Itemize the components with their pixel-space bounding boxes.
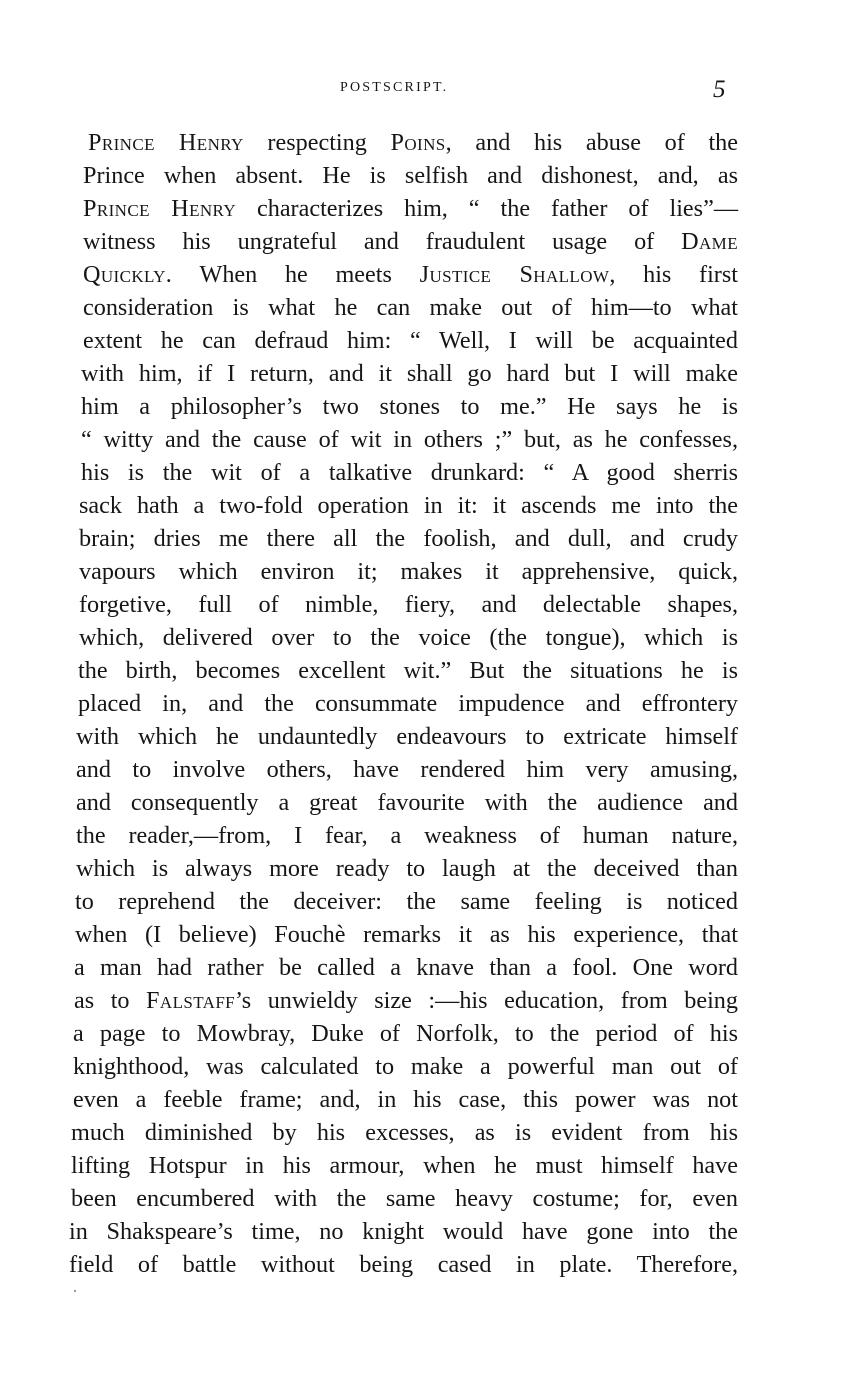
text-segment: brain; dries me there all the foolish, and dull, and crudy xyxy=(79,525,738,552)
text-line xyxy=(68,588,738,621)
page-number: 5 xyxy=(713,76,726,103)
text-segment: Prince when absent. He is selfish and dishonest, and, as xyxy=(83,162,738,189)
text-segment: the birth, becomes excellent wit.” But the situations he is xyxy=(78,657,738,684)
text-segment: him a philosopher’s two stones to me.” He says he is xyxy=(81,393,738,420)
text-line xyxy=(68,1248,738,1281)
text-segment: as to xyxy=(74,987,147,1014)
text-line xyxy=(68,1215,738,1248)
text-segment: characterizes him, “ the father of lies”— xyxy=(236,195,739,222)
text-segment: When he meets xyxy=(172,261,420,288)
text-line xyxy=(68,984,738,1017)
small-caps-name: Prince Henry xyxy=(83,195,237,222)
text-line xyxy=(68,192,738,225)
text-line xyxy=(68,654,738,687)
running-head xyxy=(0,76,843,103)
small-caps-name: Justice Shallow xyxy=(419,261,610,288)
text-line xyxy=(68,258,738,291)
text-line xyxy=(68,1083,738,1116)
text-line xyxy=(68,126,738,159)
text-segment: been encumbered with the same heavy costume; for, even xyxy=(71,1185,738,1212)
text-segment: forgetive, full of nimble, fiery, and delectable shapes, xyxy=(79,591,738,618)
text-segment: consideration is what he can make out of him—to what xyxy=(83,294,738,321)
text-segment: the reader,—from, I fear, a weakness of human nature, xyxy=(76,822,738,849)
text-line xyxy=(68,720,738,753)
text-segment: with which he undauntedly endeavours to extricate himself xyxy=(76,723,738,750)
text-line xyxy=(68,291,738,324)
text-segment: “ witty and the cause of wit in others ;” but, as he confesses, xyxy=(81,426,738,453)
running-title: POSTSCRIPT. xyxy=(340,80,449,95)
text-line xyxy=(68,456,738,489)
text-line xyxy=(68,555,738,588)
text-line xyxy=(68,1116,738,1149)
text-segment: even a feeble frame; and, in his case, this power was not xyxy=(73,1086,738,1113)
text-line xyxy=(68,324,738,357)
text-line xyxy=(68,1149,738,1182)
text-segment: much diminished by his excesses, as is evident from his xyxy=(71,1119,738,1146)
text-segment: , and his abuse of the xyxy=(445,129,739,156)
text-line xyxy=(68,390,738,423)
text-segment: respecting xyxy=(243,129,391,156)
text-segment: which, delivered over to the voice (the tongue), which is xyxy=(79,624,738,651)
text-segment: witness his ungrateful and fraudulent usage of xyxy=(83,228,682,255)
text-segment: when (I believe) Fouchè remarks it as his experience, that xyxy=(75,921,738,948)
text-segment: extent he can defraud him: “ Well, I will be acquainted xyxy=(83,327,738,354)
text-line xyxy=(68,753,738,786)
small-caps-name: Quickly. xyxy=(83,261,173,288)
small-caps-name: Falstaff xyxy=(146,987,236,1014)
text-segment: and to involve others, have rendered him very amusing, xyxy=(76,756,738,783)
text-line xyxy=(68,1017,738,1050)
text-segment: a man had rather be called a knave than a fool. One word xyxy=(74,954,738,981)
text-segment: his is the wit of a talkative drunkard: “ A good sherris xyxy=(81,459,738,486)
text-line xyxy=(68,951,738,984)
text-line xyxy=(68,621,738,654)
paper-speck xyxy=(74,1290,76,1292)
text-segment: and consequently a great favourite with the audience and xyxy=(76,789,738,816)
text-line xyxy=(68,357,738,390)
text-line xyxy=(68,786,738,819)
text-segment: vapours which environ it; makes it apprehensive, quick, xyxy=(79,558,738,585)
text-segment: ’s unwieldy size :—his education, from being xyxy=(235,987,738,1014)
text-line xyxy=(68,522,738,555)
text-segment: sack hath a two-fold operation in it: it ascends me into the xyxy=(79,492,738,519)
text-segment: with him, if I return, and it shall go hard but I will make xyxy=(81,360,738,387)
text-segment: in Shakspeare’s time, no knight would have gone into the xyxy=(69,1218,738,1245)
small-caps-name: Poins xyxy=(390,129,446,156)
text-segment: field of battle without being cased in plate. Therefore, xyxy=(69,1251,738,1278)
text-line xyxy=(68,885,738,918)
text-line xyxy=(68,489,738,522)
text-line xyxy=(68,159,738,192)
text-line xyxy=(68,852,738,885)
text-line xyxy=(68,918,738,951)
text-segment: a page to Mowbray, Duke of Norfolk, to the period of his xyxy=(73,1020,738,1047)
text-segment: to reprehend the deceiver: the same feeling is noticed xyxy=(75,888,738,915)
text-segment: placed in, and the consummate impudence and effrontery xyxy=(78,690,738,717)
body-text xyxy=(68,126,738,1281)
text-segment: , his first xyxy=(609,261,738,288)
text-line xyxy=(68,225,738,258)
text-line xyxy=(68,423,738,456)
small-caps-name: Dame xyxy=(681,228,738,255)
text-line xyxy=(68,687,738,720)
text-line xyxy=(68,1050,738,1083)
text-segment: which is always more ready to laugh at the deceived than xyxy=(76,855,738,882)
small-caps-name: Prince Henry xyxy=(88,129,244,156)
text-segment: lifting Hotspur in his armour, when he must himself have xyxy=(71,1152,738,1179)
text-segment: knighthood, was calculated to make a powerful man out of xyxy=(73,1053,738,1080)
text-line xyxy=(68,819,738,852)
text-line xyxy=(68,1182,738,1215)
